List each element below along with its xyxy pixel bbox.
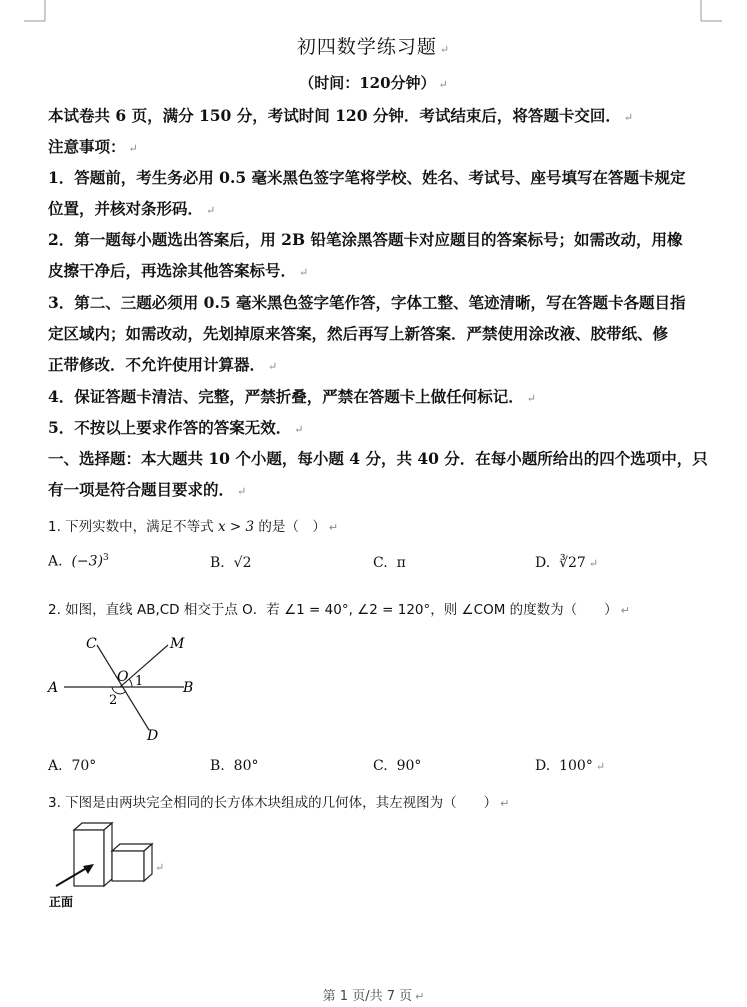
section-heading-line-1: 一、选择题：本大题共 10 个小题，每小题 4 分，共 40 分．在每小题所给出的四个选项中，只 xyxy=(48,449,708,468)
angle-1-arc xyxy=(129,679,132,687)
q3-figure-paragraph-mark: ↵ xyxy=(155,861,165,874)
q2-option-b[interactable]: B. 80° xyxy=(210,758,259,774)
intro-text: 本试卷共 6 页，满分 150 分，考试时间 120 分钟．考试结束后，将答题卡交回． ↵ xyxy=(48,106,634,125)
label-a: A xyxy=(48,680,59,696)
short-block-front xyxy=(112,851,144,881)
page-subtitle: （时间：120分钟） ↵ xyxy=(299,74,448,92)
note-3-line-1: 3．第二、三题必须用 0.5 毫米黑色签字笔作答，字体工整、笔迹清晰，写在答题卡各题目指 xyxy=(48,293,686,312)
notes-heading: 注意事项： ↵ xyxy=(48,137,138,156)
note-1-line-1: 1．答题前，考生务必用 0.5 毫米黑色签字笔将学校、姓名、考试号、座号填写在答题卡规定 xyxy=(48,168,686,187)
note-3-line-3: 正带修改．不允许使用计算器． ↵ xyxy=(48,355,278,374)
short-block-side xyxy=(144,844,152,881)
q1-option-a[interactable]: A. $(-3)^3$ xyxy=(48,553,109,570)
note-4: 4．保证答题卡清洁、完整，严禁折叠，严禁在答题卡上做任何标记． ↵ xyxy=(48,387,537,406)
section-heading-line-2: 有一项是符合题目要求的． ↵ xyxy=(48,480,247,499)
label-2: 2 xyxy=(109,693,118,708)
corner-mark-top-right xyxy=(700,0,722,22)
label-o: O xyxy=(117,669,129,685)
question-2-stem: 2. 如图，直线 AB,CD 相交于点 O．若 ∠1 = 40°, ∠2 = 120°，则 ∠COM 的度数为（ ） ↵ xyxy=(48,602,630,618)
question-1-stem: 1. 下列实数中，满足不等式 x > 3 的是（ ） ↵ xyxy=(48,519,339,535)
label-b: B xyxy=(183,680,194,696)
question-3-stem: 3. 下图是由两块完全相同的长方体木块组成的几何体，其左视图为（ ） ↵ xyxy=(48,795,510,811)
q2-option-d[interactable]: D. 100° ↵ xyxy=(535,758,606,774)
label-1: 1 xyxy=(135,674,144,689)
q1-option-d[interactable]: D. ∛27 ↵ xyxy=(535,555,599,571)
note-3-line-2: 定区域内；如需改动，先划掉原来答案，然后再写上新答案．严禁使用涂改液、胶带纸、修 xyxy=(48,324,669,343)
q1-option-c[interactable]: C. π xyxy=(373,555,406,571)
note-2-line-1: 2．第一题每小题选出答案后，用 2B 铅笔涂黑答题卡对应题目的答案标号；如需改动，用橡 xyxy=(48,230,683,249)
q2-option-a[interactable]: A. 70° xyxy=(48,758,97,774)
note-1-line-2: 位置，并核对条形码． ↵ xyxy=(48,199,216,218)
label-m: M xyxy=(170,636,185,652)
page-title: 初四数学练习题 ↵ xyxy=(296,36,451,58)
page-footer: 第 1 页/共 7 页 ↵ xyxy=(322,989,425,1004)
note-5: 5．不按以上要求作答的答案无效． ↵ xyxy=(48,418,304,437)
note-2-line-2: 皮擦干净后，再选涂其他答案标号． ↵ xyxy=(48,261,309,280)
q2-option-c[interactable]: C. 90° xyxy=(373,758,422,774)
tall-block-side xyxy=(104,823,112,886)
label-c: C xyxy=(86,636,97,652)
q3-figure-blocks xyxy=(44,818,169,913)
q2-figure-intersecting-lines xyxy=(44,628,214,746)
label-d: D xyxy=(147,728,159,744)
corner-mark-top-left xyxy=(24,0,46,22)
tall-block-front xyxy=(74,830,104,886)
q1-option-b[interactable]: B. √2 xyxy=(210,555,252,571)
front-label: 正面 xyxy=(49,895,74,909)
